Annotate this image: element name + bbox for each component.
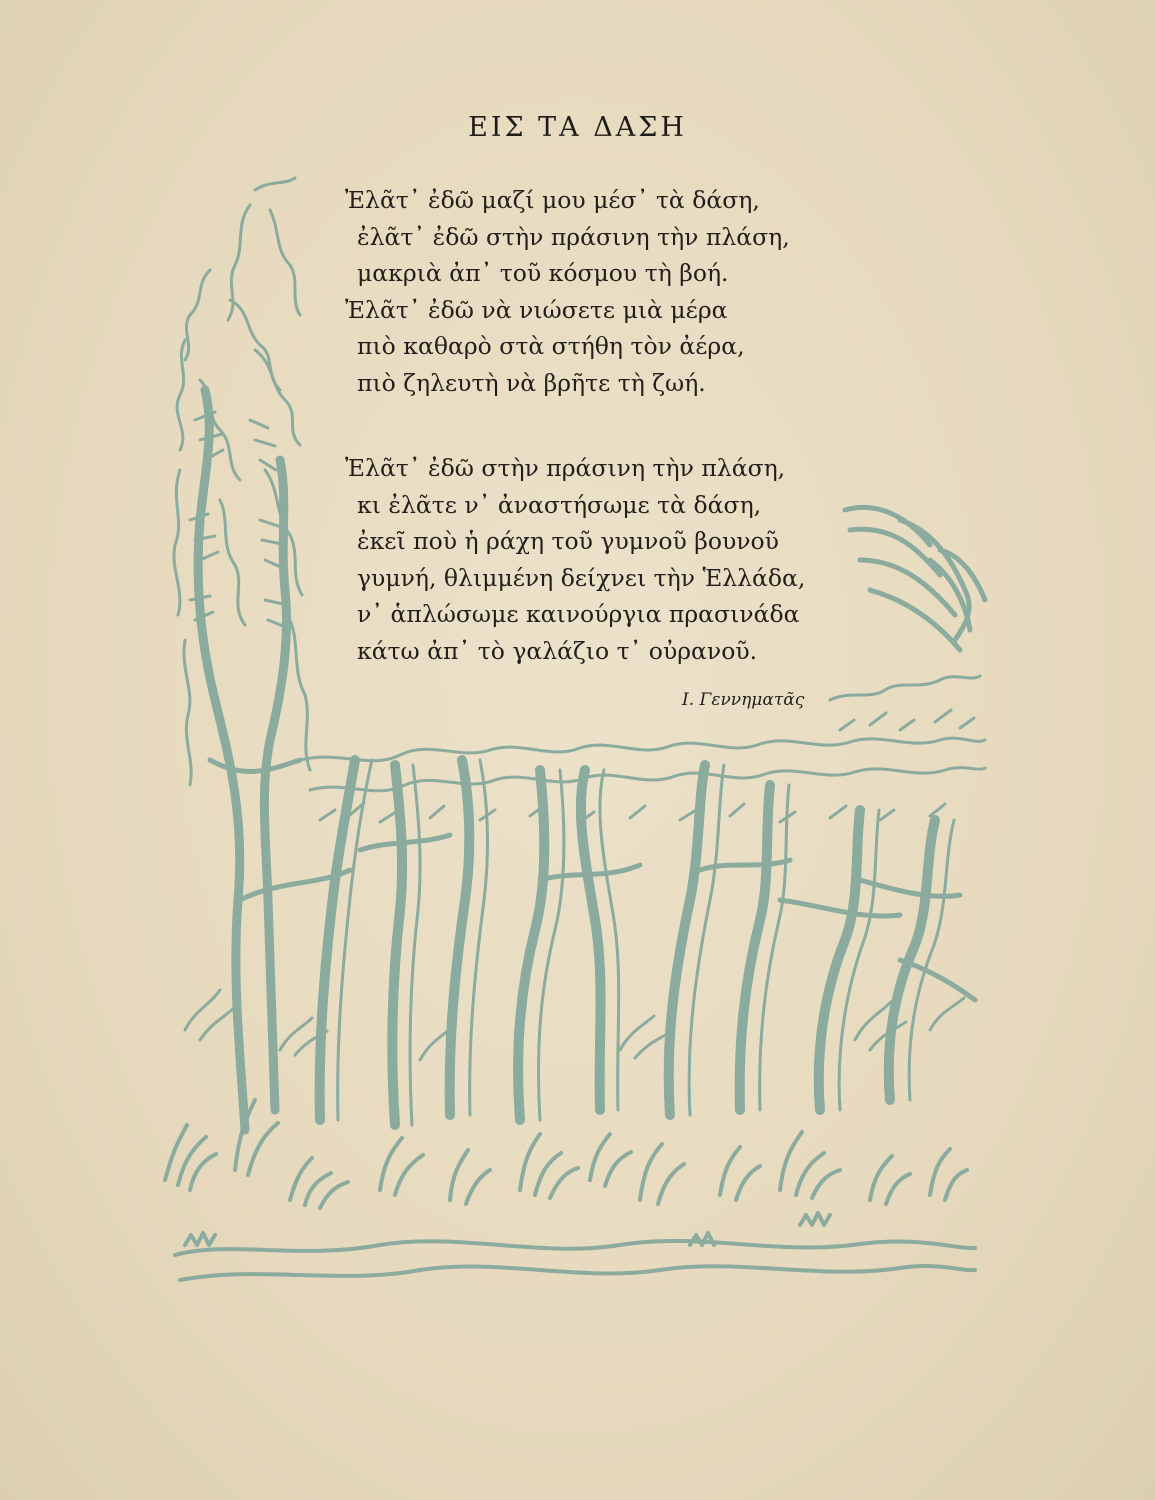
poem-line: Ἐλᾶτ᾽ ἐδῶ νὰ νιώσετε μιὰ μέρα <box>345 295 728 324</box>
poem-line: Ἐλᾶτ᾽ ἐδῶ μαζί μου μέσ᾽ τὰ δάση, <box>345 186 760 214</box>
poem-author: Ι. Γεννηματᾶς <box>682 690 805 710</box>
poem-line: ἐλᾶτ᾽ ἐδῶ στὴν πράσινη τὴν πλάση, <box>357 222 790 251</box>
tree-branches <box>240 835 975 1000</box>
ground-grass <box>165 1100 975 1280</box>
poem-line: γυμνή, θλιμμένη δείχνει τὴν Ἑλλάδα, <box>357 563 806 592</box>
right-windblown-tree <box>845 507 985 650</box>
left-tree-foliage <box>174 178 310 785</box>
poem-stanza-2 <box>345 450 805 669</box>
tree-trunks <box>320 760 935 1125</box>
poem-line: ἐκεῖ ποὺ ἡ ράχη τοῦ γυμνοῦ βουνοῦ <box>357 527 779 555</box>
poem-line: κάτω ἀπ᾽ τὸ γαλάζιο τ᾽ οὐρανοῦ. <box>357 636 758 665</box>
poem-line: πιὸ ζηλευτὴ νὰ βρῆτε τὴ ζωή. <box>357 368 706 397</box>
poem-line: Ἐλᾶτ᾽ ἐδῶ στὴν πράσινη τὴν πλάση, <box>345 454 786 482</box>
left-tall-tree <box>198 390 300 1130</box>
poem-line: μακριὰ ἀπ᾽ τοῦ κόσμου τὴ βοή. <box>357 259 729 287</box>
poem-line: ν᾽ ἁπλώσωμε καινούργια πρασινάδα <box>357 600 800 628</box>
poem-title: ΕΙΣ ΤΑ ΔΑΣΗ <box>468 112 687 143</box>
poem-stanza-1 <box>345 182 790 401</box>
poem-line: πιὸ καθαρὸ στὰ στήθη τὸν ἀέρα, <box>357 332 745 360</box>
poem-line: κι ἐλᾶτε ν᾽ ἀναστήσωμε τὰ δάση, <box>357 490 762 519</box>
